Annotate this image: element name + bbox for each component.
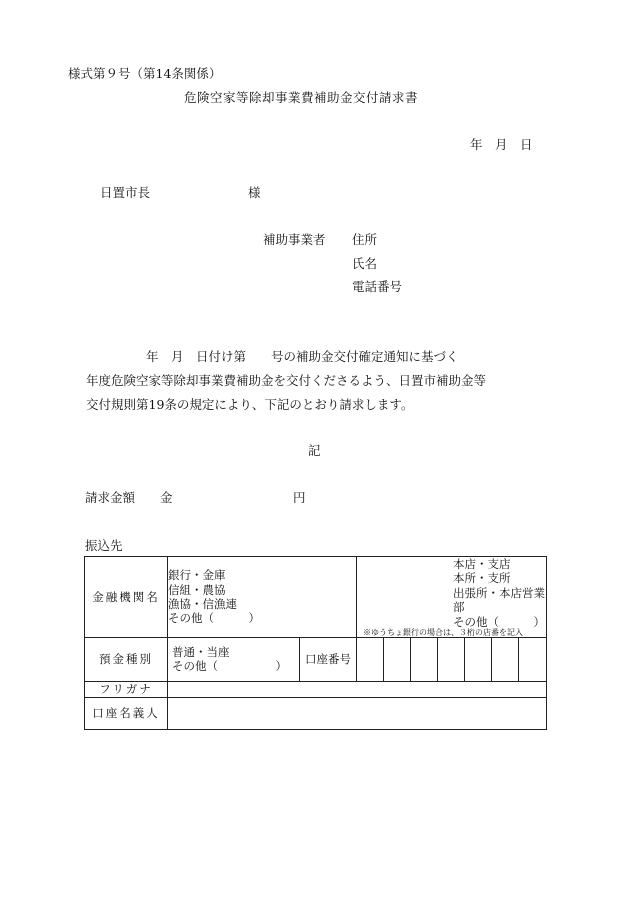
amount-kin: 金: [160, 490, 173, 505]
name-label: 氏名: [352, 256, 378, 271]
amount-yen: 円: [293, 490, 306, 505]
account-digit-box[interactable]: [357, 637, 384, 681]
ki-heading: 記: [308, 443, 321, 458]
bank-type-cell[interactable]: [168, 557, 357, 638]
date-line: 年 月 日: [470, 137, 533, 152]
account-holder-field[interactable]: [168, 697, 547, 729]
address-label: 住所: [352, 232, 378, 247]
deposit-type-label: 預金種別: [85, 637, 168, 681]
honorific: 様: [248, 185, 261, 200]
body-line-2: 年度危険空家等除却事業費補助金を交付くださるよう、日置市補助金等: [86, 373, 487, 388]
furigana-field[interactable]: [168, 681, 547, 697]
bank-account-table: [84, 556, 547, 730]
bank-type-option: その他（ ）: [168, 611, 260, 626]
bank-type-option: 銀行・金庫: [168, 568, 226, 583]
account-number-label: 口座番号: [300, 637, 357, 681]
addressee: 日置市長: [100, 185, 151, 200]
account-digit-box[interactable]: [519, 637, 547, 681]
account-digit-box[interactable]: [438, 637, 465, 681]
account-digit-box[interactable]: [411, 637, 438, 681]
bank-type-option: 漁協・信漁連: [168, 596, 237, 611]
deposit-type-cell[interactable]: [168, 637, 300, 681]
branch-type-option: その他（ ）: [453, 614, 545, 629]
account-digit-box[interactable]: [465, 637, 492, 681]
branch-type-option: 本所・支所: [453, 571, 511, 586]
transfer-label: 振込先: [85, 538, 123, 553]
body-line-3: 交付規則第19条の規定により、下記のとおり請求します。: [86, 397, 414, 412]
yucho-note: ※ゆうちょ銀行の場合は、３桁の店番を記入: [363, 627, 523, 637]
branch-type-cell[interactable]: [357, 557, 547, 638]
document-title: 危険空家等除却事業費補助金交付請求書: [184, 90, 419, 105]
amount-label: 請求金額: [85, 490, 136, 505]
deposit-type-option: 普通・当座: [172, 645, 230, 659]
deposit-type-option: その他（ ）: [172, 659, 287, 674]
phone-label: 電話番号: [352, 279, 403, 294]
bank-name-label: 金融機関名: [85, 557, 168, 638]
body-line-1: 年 月 日付け第 号の補助金交付確定通知に基づく: [146, 349, 459, 364]
branch-type-option: 本店・支店: [453, 557, 511, 571]
furigana-label: フリガナ: [85, 681, 168, 697]
applicant-label: 補助事業者: [263, 232, 326, 247]
account-digit-box[interactable]: [492, 637, 519, 681]
bank-type-option: 信組・農協: [168, 582, 226, 597]
form-number: 様式第９号（第14条関係）: [68, 66, 222, 81]
account-digit-box[interactable]: [384, 637, 411, 681]
account-holder-label: 口座名義人: [85, 697, 168, 729]
branch-type-option: 出張所・本店営業部: [453, 585, 545, 615]
